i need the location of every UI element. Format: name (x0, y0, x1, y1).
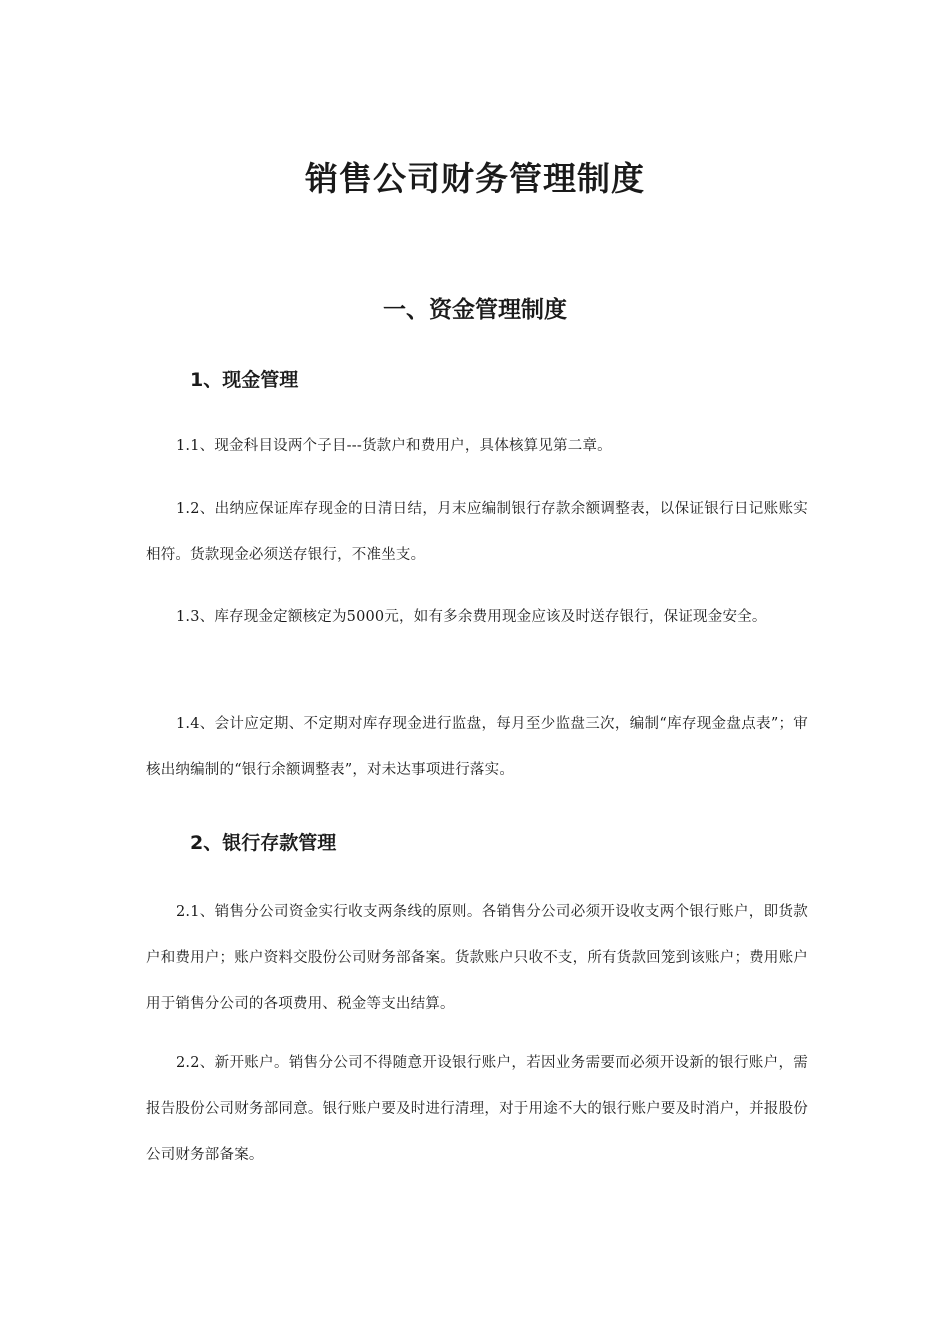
document-title: 销售公司财务管理制度 (305, 159, 645, 198)
paragraph-2-2: 2.2、新开账户。销售分公司不得随意开设银行账户，若因业务需要而必须开设新的银行账户，需报告股份公司财务部同意。银行账户要及时进行清理，对于用途不大的银行账户要及时消户，并报股份公司财务部备案。 (146, 1055, 808, 1163)
section-title-cash: 1、现金管理 (190, 369, 299, 391)
paragraph-1-2: 1.2、出纳应保证库存现金的日清日结，月末应编制银行存款余额调整表，以保证银行日记账账实相符。货款现金必须送存银行，不准坐支。 (146, 501, 808, 563)
paragraph-1-3: 1.3、库存现金定额核定为5000元，如有多余费用现金应该及时送存银行，保证现金安全。 (176, 609, 767, 625)
paragraph-1-4: 1.4、会计应定期、不定期对库存现金进行监盘，每月至少监盘三次，编制“库存现金盘点表”；审核出纳编制的“银行余额调整表”，对未达事项进行落实。 (146, 716, 808, 778)
chapter-title: 一、资金管理制度 (383, 297, 567, 323)
paragraph-1-1: 1.1、现金科目设两个子目---货款户和费用户，具体核算见第二章。 (176, 438, 612, 454)
paragraph-2-1: 2.1、销售分公司资金实行收支两条线的原则。各销售分公司必须开设收支两个银行账户，即货款户和费用户；账户资料交股份公司财务部备案。货款账户只收不支，所有货款回笼到该账户；费用账户用于销售分公司的各项费用、税金等支出结算。 (146, 904, 808, 1012)
section-title-bank-deposit: 2、银行存款管理 (190, 832, 337, 854)
